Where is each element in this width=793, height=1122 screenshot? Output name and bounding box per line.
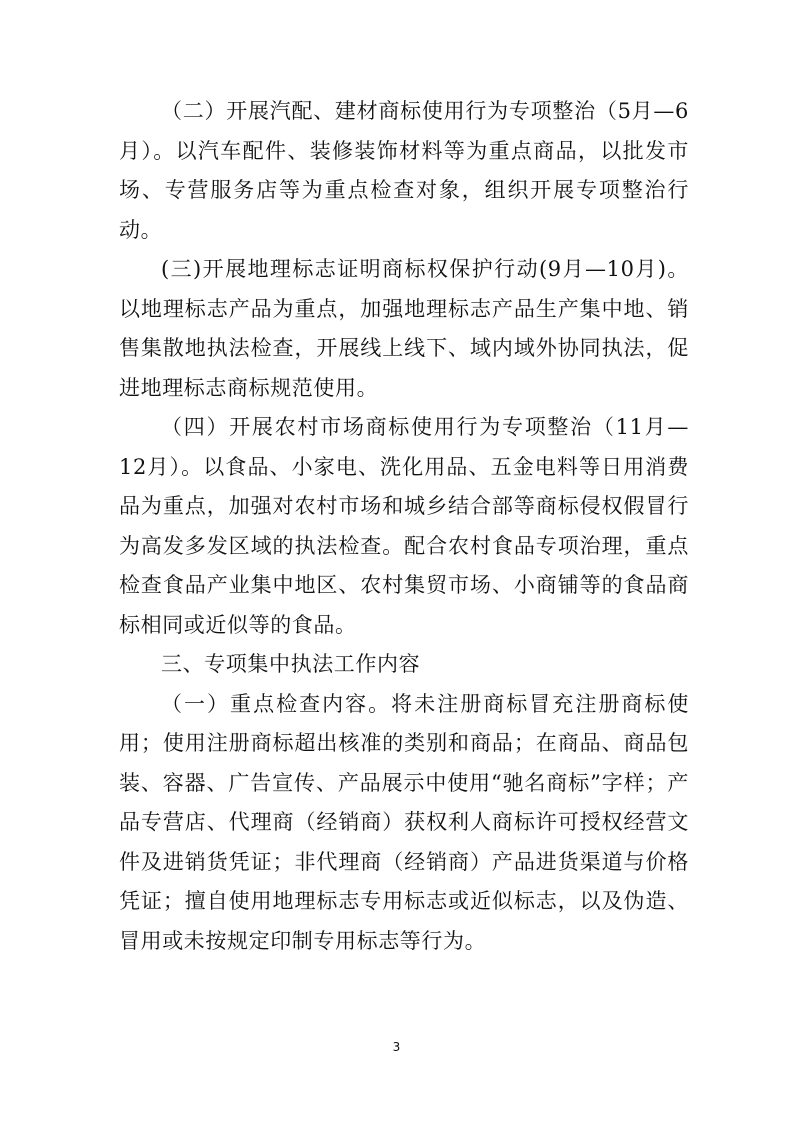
paragraph-rural-market-rectification: （四）开展农村市场商标使用行为专项整治（11月—12月）。以食品、小家电、洗化用品、五金电料等日用消费品为重点，加强对农村市场和城乡结合部等商标侵权假冒行为高发多发区域的执法检查。配合农村食品专项治理，重点检查食品产业集中地区、农村集贸市场、小商铺等的食品商标相同或近似等的食品。 bbox=[119, 415, 689, 637]
page-number: 3 bbox=[392, 1040, 401, 1054]
document-body bbox=[119, 92, 689, 961]
paragraph-key-inspection-content: （一）重点检查内容。将未注册商标冒充注册商标使用；使用注册商标超出核准的类别和商品；在商品、商品包装、容器、广告宣传、产品展示中使用“驰名商标”字样；产品专营店、代理商（经销商）获权利人商标许可授权经营文件及进销货凭证；非代理商（经销商）产品进货渠道与价格凭证；擅自使用地理标志专用标志或近似标志，以及伪造、冒用或未按规定印制专用标志等行为。 bbox=[119, 691, 689, 953]
paragraph-geographical-indication: (三)开展地理标志证明商标权保护行动(9月—10月)。以地理标志产品为重点，加强地理标志产品生产集中地、销售集散地执法检查，开展线上线下、域内域外协同执法，促进地理标志商标规范使用。 bbox=[119, 257, 689, 400]
paragraph-auto-parts-rectification: （二）开展汽配、建材商标使用行为专项整治（5月—6月）。以汽车配件、装修装饰材料等为重点商品，以批发市场、专营服务店等为重点检查对象，组织开展专项整治行动。 bbox=[119, 99, 689, 242]
section-heading: 三、专项集中执法工作内容 bbox=[161, 652, 421, 676]
